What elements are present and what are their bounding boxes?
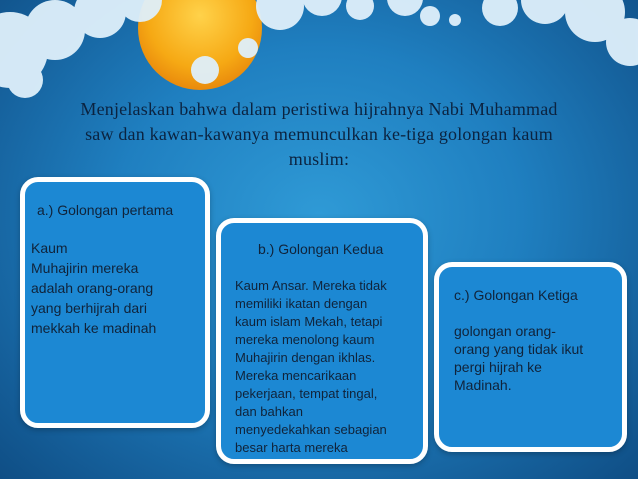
sky-decoration	[0, 0, 638, 110]
slide-title: Menjelaskan bahwa dalam peristiwa hijrahnya Nabi Muhammad saw dan kawan-kawanya memunculkan ke-tiga golongan kaum muslim:	[80, 99, 558, 169]
card-golongan-ketiga	[434, 262, 627, 452]
card-title: c.) Golongan Ketiga	[454, 287, 578, 303]
card-body: Kaum Muhajirin mereka adalah orang-orang yang berhijrah dari mekkah ke madinah	[31, 240, 157, 336]
card-title: a.) Golongan pertama	[37, 202, 174, 218]
card-golongan-kedua	[216, 218, 428, 464]
card-title: b.) Golongan Kedua	[258, 241, 384, 257]
card-golongan-pertama	[20, 177, 210, 428]
cloud-icon	[0, 0, 638, 98]
card-body: Kaum Ansar. Mereka tidak memiliki ikatan dengan kaum islam Mekah, tetapi mereka menolong kaum Muhajirin dengan ikhlas. Mereka mencarikaan pekerjaan, tempat tingal, dan bahkan menyedekahkan sebagian besar harta mereka	[235, 278, 387, 455]
card-body: golongan orang- orang yang tidak ikut pergi hijrah ke Madinah.	[454, 323, 584, 393]
